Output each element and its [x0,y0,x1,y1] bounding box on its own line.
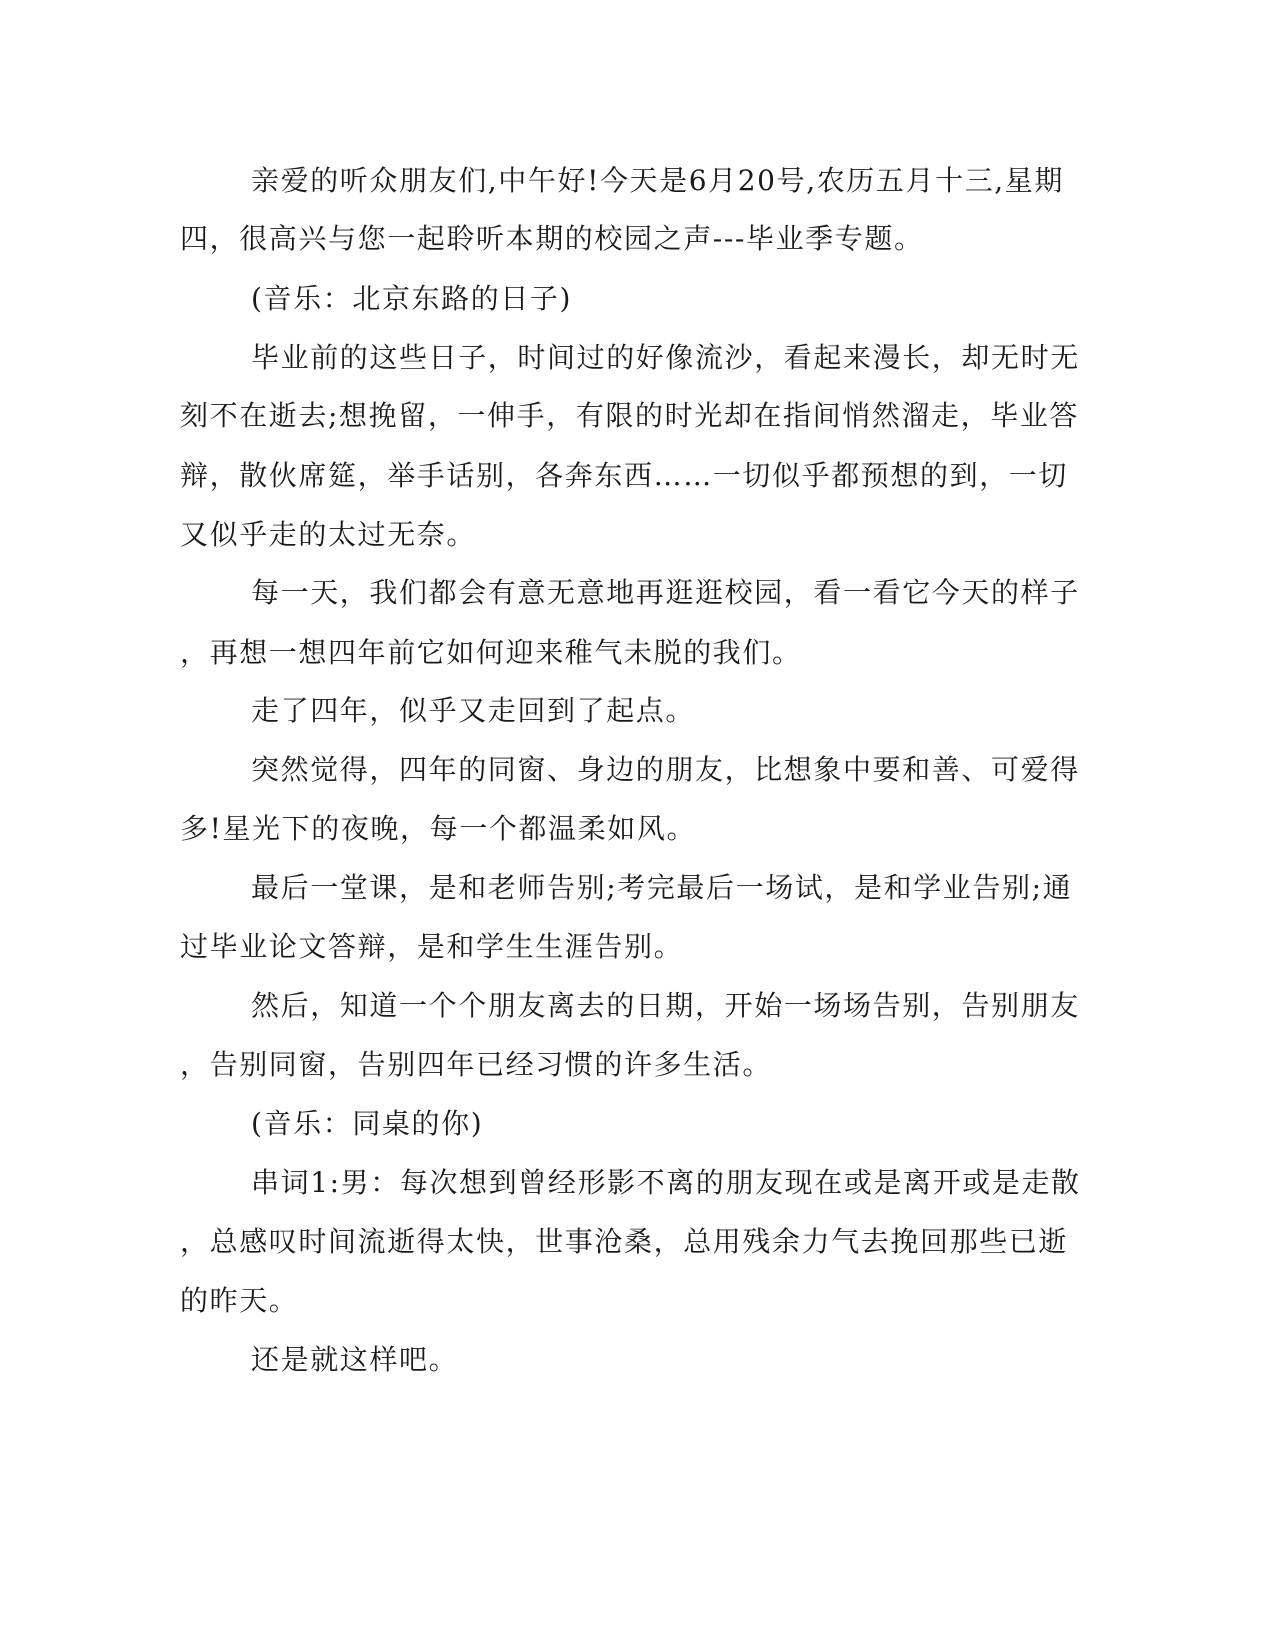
paragraph-line: 亲爱的听众朋友们,中午好!今天是6月20号,农历五月十三,星期 [251,164,1064,197]
paragraph-line: ，告别同窗，告别四年已经习惯的许多生活。 [180,1048,773,1081]
paragraph-line: 突然觉得，四年的同窗、身边的朋友，比想象中要和善、可爱得 [251,753,1080,786]
paragraph-line: 多!星光下的夜晚，每一个都温柔如风。 [180,812,697,845]
paragraph-line: 每一天，我们都会有意无意地再逛逛校园，看一看它今天的样子 [251,576,1080,609]
paragraph-line: 又似乎走的太过无奈。 [180,518,477,551]
paragraph-line: 四，很高兴与您一起聆听本期的校园之声---毕业季专题。 [180,222,924,255]
paragraph-line: 辩，散伙席筵，举手话别，各奔东西……一切似乎都预想的到，一切 [180,459,1069,492]
paragraph-line: ，再想一想四年前它如何迎来稚气未脱的我们。 [180,636,802,669]
paragraph-line: 串词1:男：每次想到曾经形影不离的朋友现在或是离开或是走散 [251,1166,1081,1199]
music-cue-line: (音乐：同桌的你) [251,1107,484,1140]
paragraph-line: 毕业前的这些日子，时间过的好像流沙，看起来漫长，却无时无 [251,341,1080,374]
paragraph-line: 还是就这样吧。 [251,1343,459,1376]
paragraph-line: 刻不在逝去;想挽留，一伸手，有限的时光却在指间悄然溜走，毕业答 [180,399,1080,432]
paragraph-line: 然后，知道一个个朋友离去的日期，开始一场场告别，告别朋友 [251,989,1080,1022]
paragraph-line: 过毕业论文答辩，是和学生生涯告别。 [180,930,684,963]
paragraph-line: 最后一堂课，是和老师告别;考完最后一场试，是和学业告别;通 [251,871,1073,904]
paragraph-line: ，总感叹时间流逝得太快，世事沧桑，总用残余力气去挽回那些已逝 [180,1225,1069,1258]
paragraph-line: 的昨天。 [180,1284,299,1317]
paragraph-line: 走了四年，似乎又走回到了起点。 [251,694,696,727]
music-cue-line: (音乐：北京东路的日子) [251,282,573,315]
